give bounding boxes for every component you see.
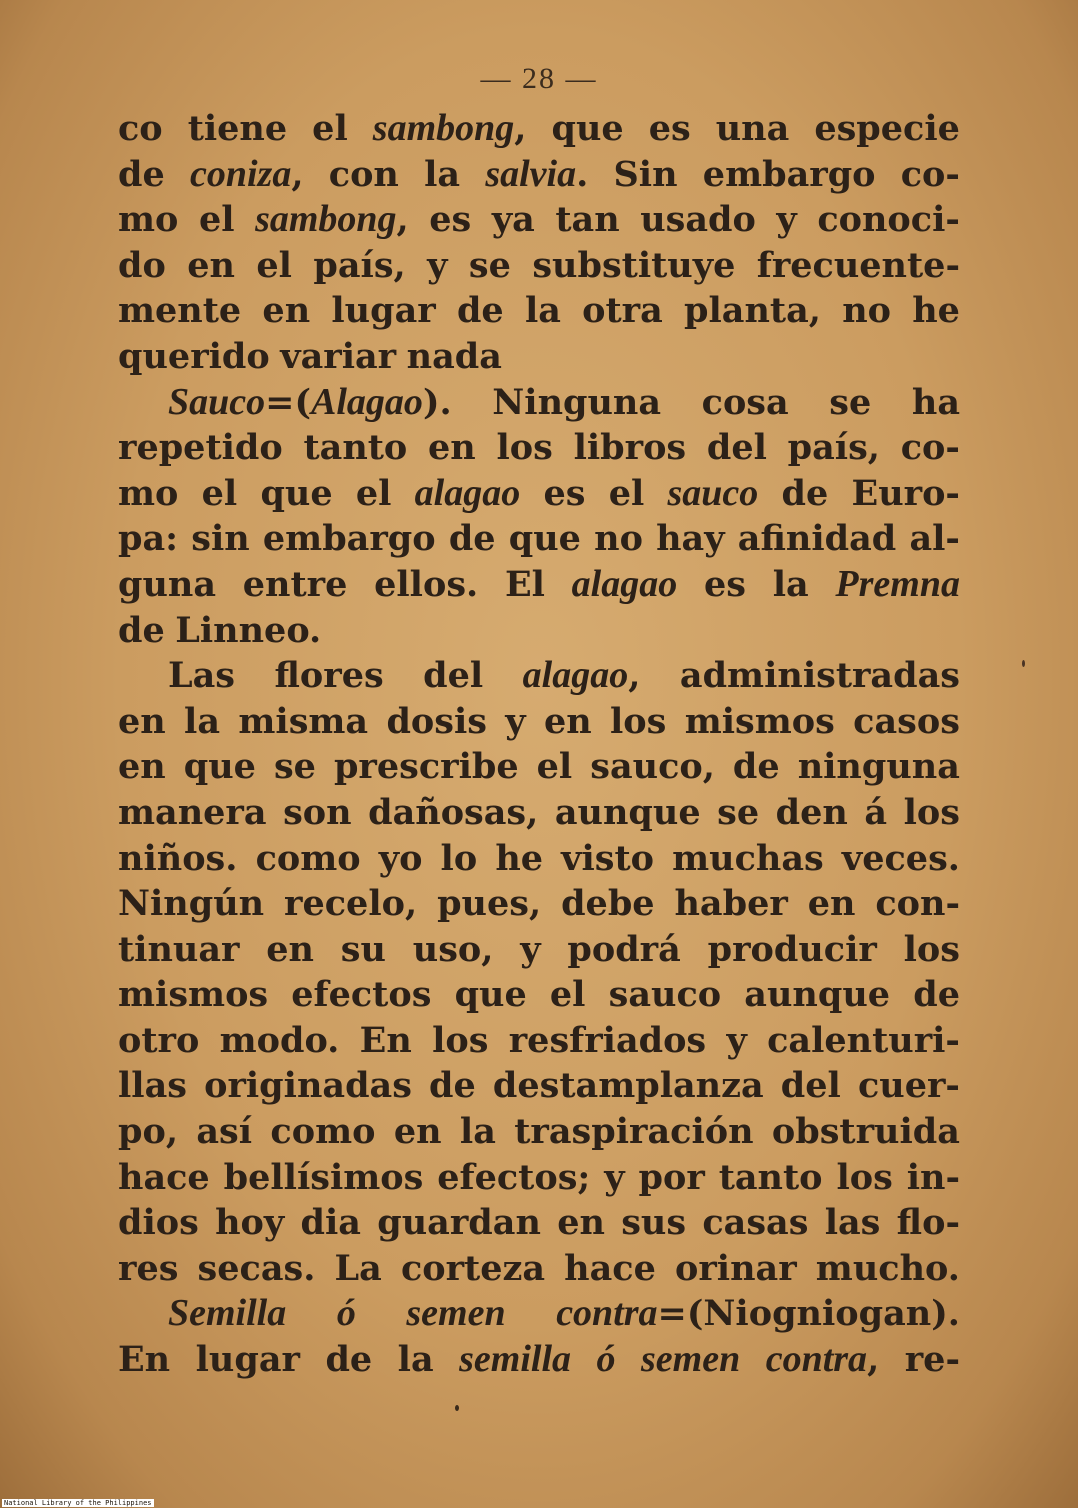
word: Euro- bbox=[851, 472, 960, 514]
word: mo bbox=[118, 199, 179, 241]
text-line bbox=[118, 1109, 960, 1155]
word: dia bbox=[300, 1202, 361, 1244]
word: repetido bbox=[118, 427, 283, 469]
word: cuer- bbox=[857, 1065, 960, 1107]
text-line bbox=[118, 699, 960, 745]
word: Sin bbox=[613, 153, 678, 195]
word: alagao bbox=[414, 471, 521, 514]
word: orinar bbox=[675, 1247, 797, 1289]
word: alagao bbox=[571, 562, 678, 605]
word: coniza, bbox=[189, 152, 304, 195]
word: producir bbox=[707, 928, 877, 970]
word: bellísimos bbox=[223, 1156, 424, 1198]
word: El bbox=[504, 563, 545, 605]
word: no bbox=[842, 290, 891, 332]
word: mucho. bbox=[815, 1247, 960, 1289]
text-line bbox=[118, 744, 960, 790]
word: y bbox=[726, 1019, 747, 1061]
word: re- bbox=[904, 1339, 960, 1381]
word: los bbox=[903, 928, 960, 970]
word: Las bbox=[168, 655, 235, 697]
word: dañosas, bbox=[368, 791, 539, 833]
word: se bbox=[717, 791, 760, 833]
text-line bbox=[118, 471, 960, 517]
word: sauco bbox=[667, 471, 759, 514]
word: po, bbox=[118, 1111, 179, 1153]
word: sambong, bbox=[255, 198, 409, 241]
word: en bbox=[557, 1202, 605, 1244]
word: resfriados bbox=[508, 1019, 707, 1061]
word: los bbox=[836, 1156, 893, 1198]
word: ninguna bbox=[797, 746, 960, 788]
text-line bbox=[118, 562, 960, 608]
word: país, bbox=[313, 244, 406, 286]
word: el bbox=[201, 472, 238, 514]
text-line bbox=[118, 1018, 960, 1064]
word: Ningún bbox=[118, 883, 265, 925]
word: misma bbox=[238, 700, 369, 742]
word: el bbox=[536, 746, 573, 788]
word: contra, bbox=[765, 1338, 880, 1381]
word: de bbox=[448, 518, 496, 560]
word: es bbox=[429, 199, 472, 241]
word: sambong, bbox=[372, 107, 527, 149]
word: los bbox=[496, 427, 553, 469]
word: guna bbox=[118, 563, 217, 605]
word: debe bbox=[561, 883, 655, 925]
word: el bbox=[256, 244, 292, 286]
word: pues, bbox=[437, 883, 542, 925]
text-line bbox=[118, 836, 960, 882]
word: lo bbox=[440, 837, 478, 879]
word: otra bbox=[582, 290, 663, 332]
word: como bbox=[255, 837, 361, 879]
word: en bbox=[118, 700, 166, 742]
word: de bbox=[429, 1065, 476, 1107]
word: en bbox=[187, 244, 235, 286]
word: que bbox=[551, 108, 624, 149]
word: den bbox=[775, 791, 848, 833]
word: recelo, bbox=[284, 883, 418, 925]
word: de bbox=[913, 974, 960, 1016]
word: con- bbox=[875, 883, 960, 925]
word: cosa bbox=[701, 381, 789, 423]
word: La bbox=[334, 1247, 382, 1289]
word: Sauco=(Alagao). bbox=[168, 380, 452, 423]
word: el bbox=[355, 472, 392, 514]
word: y bbox=[520, 928, 541, 970]
text-line bbox=[118, 608, 960, 654]
word: modo. bbox=[219, 1019, 340, 1061]
word: contra=(Niogniogan). bbox=[556, 1292, 960, 1335]
text-line bbox=[118, 288, 960, 334]
page-number: — 28 — bbox=[480, 62, 598, 95]
word: efectos bbox=[291, 974, 432, 1016]
word: á bbox=[864, 791, 888, 833]
text-line bbox=[118, 152, 960, 198]
word: tan bbox=[555, 199, 620, 241]
word: en bbox=[118, 746, 166, 788]
word: de bbox=[118, 153, 165, 195]
word: de bbox=[325, 1339, 373, 1381]
text-line bbox=[118, 380, 960, 426]
word: muchas bbox=[672, 837, 824, 879]
word: del bbox=[780, 1065, 841, 1107]
word: lugar bbox=[195, 1339, 300, 1381]
text-line bbox=[118, 1200, 960, 1246]
word: la bbox=[524, 290, 561, 332]
word: co bbox=[118, 108, 163, 149]
word: Ninguna bbox=[492, 381, 662, 423]
word: he bbox=[912, 290, 960, 332]
word: se bbox=[468, 244, 511, 286]
word: do bbox=[118, 244, 166, 286]
word: res bbox=[118, 1247, 179, 1289]
word: traspiración bbox=[514, 1111, 754, 1153]
word: En bbox=[359, 1019, 412, 1061]
word: y bbox=[505, 700, 526, 742]
word: sauco bbox=[608, 974, 722, 1016]
word: en bbox=[393, 1111, 442, 1153]
word: veces. bbox=[841, 837, 960, 879]
word: los bbox=[432, 1019, 489, 1061]
word: uso, bbox=[412, 928, 494, 970]
word: la bbox=[397, 1339, 434, 1381]
footer-credit: National Library of the Philippines bbox=[4, 1499, 152, 1507]
word: se bbox=[829, 381, 872, 423]
word: tanto bbox=[303, 427, 408, 469]
word: el bbox=[549, 974, 586, 1016]
word: de bbox=[118, 609, 165, 651]
text-line bbox=[118, 881, 960, 927]
word: mismos bbox=[684, 700, 835, 742]
word: in- bbox=[906, 1156, 960, 1198]
word: es bbox=[703, 563, 746, 605]
word: nada bbox=[406, 335, 502, 377]
word: ya bbox=[491, 199, 535, 241]
text-line bbox=[118, 653, 960, 699]
word: la bbox=[772, 563, 809, 605]
word: calenturi- bbox=[767, 1019, 960, 1061]
word: del bbox=[423, 655, 484, 697]
word: variar bbox=[280, 335, 397, 377]
word: los bbox=[903, 791, 960, 833]
word: en bbox=[428, 427, 476, 469]
word: se bbox=[273, 746, 316, 788]
word: sauco, bbox=[590, 746, 715, 788]
word: originadas bbox=[204, 1065, 412, 1107]
word: ó bbox=[596, 1338, 616, 1381]
word: que bbox=[508, 518, 581, 560]
word: embargo bbox=[262, 518, 436, 560]
word: en bbox=[543, 700, 592, 742]
word: el bbox=[608, 472, 645, 514]
word: la bbox=[424, 153, 461, 195]
word: de bbox=[732, 746, 780, 788]
word: hace bbox=[118, 1156, 210, 1198]
word: dosis bbox=[386, 700, 487, 742]
word: especie bbox=[814, 108, 960, 149]
ink-speck bbox=[455, 1405, 459, 1411]
word: Semilla bbox=[168, 1292, 287, 1335]
word: semen bbox=[406, 1292, 506, 1335]
text-line bbox=[118, 197, 960, 243]
text-line bbox=[118, 516, 960, 562]
word: hay bbox=[656, 518, 725, 560]
word: administradas bbox=[679, 655, 960, 697]
word: prescribe bbox=[333, 746, 519, 788]
word: el bbox=[198, 199, 235, 241]
word: casas bbox=[702, 1202, 809, 1244]
word: pa: bbox=[118, 518, 179, 560]
word: visto bbox=[561, 837, 655, 879]
word: Linneo. bbox=[175, 609, 322, 651]
word: planta, bbox=[684, 290, 821, 332]
word: casos bbox=[853, 700, 960, 742]
word: hace bbox=[564, 1247, 656, 1289]
text-line bbox=[118, 334, 960, 380]
word: entre bbox=[242, 563, 348, 605]
word: ellos. bbox=[374, 563, 479, 605]
word: semilla bbox=[459, 1338, 572, 1381]
word: dios bbox=[118, 1202, 199, 1244]
word: que bbox=[454, 974, 527, 1016]
text-line bbox=[118, 1155, 960, 1201]
word: del bbox=[706, 427, 767, 469]
word: aunque bbox=[744, 974, 891, 1016]
word: ó bbox=[336, 1292, 356, 1335]
word: lugar bbox=[331, 290, 436, 332]
word: flo- bbox=[896, 1202, 960, 1244]
word: la bbox=[459, 1111, 496, 1153]
word: en bbox=[262, 290, 311, 332]
word: destamplanza bbox=[492, 1065, 764, 1107]
word: es bbox=[648, 108, 691, 149]
word: y bbox=[427, 244, 448, 286]
word: mismos bbox=[118, 974, 269, 1016]
word: niños. bbox=[118, 837, 238, 879]
word: hoy bbox=[215, 1202, 285, 1244]
word: afinidad bbox=[737, 518, 897, 560]
word: las bbox=[824, 1202, 881, 1244]
word: tanto bbox=[718, 1156, 823, 1198]
text-line bbox=[118, 1337, 960, 1383]
word: así bbox=[196, 1111, 253, 1153]
word: embargo bbox=[702, 153, 876, 195]
ink-speck bbox=[1022, 660, 1025, 667]
text-line bbox=[118, 1246, 960, 1292]
word: de bbox=[781, 472, 829, 514]
word: como bbox=[270, 1111, 376, 1153]
word: tinuar bbox=[118, 928, 240, 970]
word: podrá bbox=[567, 928, 681, 970]
word: los bbox=[610, 700, 667, 742]
word: semen bbox=[641, 1338, 741, 1381]
word: alagao, bbox=[522, 654, 641, 697]
word: y bbox=[776, 199, 797, 241]
word: sus bbox=[621, 1202, 687, 1244]
word: he bbox=[495, 837, 544, 879]
text-line bbox=[118, 972, 960, 1018]
word: una bbox=[715, 108, 790, 149]
word: yo bbox=[378, 837, 423, 879]
word: sin bbox=[191, 518, 250, 560]
word: país, bbox=[787, 427, 880, 469]
word: En bbox=[118, 1339, 171, 1381]
word: son bbox=[283, 791, 352, 833]
word: y bbox=[604, 1156, 625, 1198]
text-line bbox=[118, 106, 960, 152]
word: con bbox=[328, 153, 399, 195]
word: obstruida bbox=[771, 1111, 960, 1153]
word: Premna bbox=[835, 562, 960, 605]
text-line bbox=[118, 1063, 960, 1109]
text-line bbox=[118, 790, 960, 836]
word: secas. bbox=[197, 1247, 316, 1289]
word: en bbox=[266, 928, 314, 970]
word: es bbox=[543, 472, 586, 514]
text-line bbox=[118, 425, 960, 471]
word: por bbox=[638, 1156, 705, 1198]
body-text bbox=[118, 106, 960, 1383]
word: haber bbox=[674, 883, 788, 925]
word: usado bbox=[640, 199, 756, 241]
word: flores bbox=[274, 655, 384, 697]
word: la bbox=[184, 700, 221, 742]
word: no bbox=[594, 518, 643, 560]
word: su bbox=[340, 928, 386, 970]
word: que bbox=[183, 746, 256, 788]
word: de bbox=[456, 290, 504, 332]
text-line bbox=[118, 243, 960, 289]
word: al- bbox=[909, 518, 960, 560]
word: que bbox=[260, 472, 333, 514]
word: tiene bbox=[187, 108, 288, 149]
word: en bbox=[807, 883, 856, 925]
text-line bbox=[118, 1291, 960, 1337]
word: corteza bbox=[400, 1247, 546, 1289]
word: el bbox=[312, 108, 348, 149]
word: mo bbox=[118, 472, 179, 514]
word: efectos; bbox=[437, 1156, 591, 1198]
word: substituye bbox=[532, 244, 736, 286]
word: manera bbox=[118, 791, 267, 833]
word: salvia. bbox=[485, 152, 589, 195]
word: guardan bbox=[377, 1202, 541, 1244]
word: frecuente- bbox=[756, 244, 960, 286]
word: mente bbox=[118, 290, 242, 332]
word: libros bbox=[573, 427, 687, 469]
word: aunque bbox=[554, 791, 701, 833]
text-line bbox=[118, 927, 960, 973]
word: otro bbox=[118, 1019, 200, 1061]
word: ha bbox=[911, 381, 960, 423]
word: co- bbox=[900, 153, 960, 195]
word: conoci- bbox=[817, 199, 960, 241]
word: querido bbox=[118, 335, 270, 377]
word: co- bbox=[900, 427, 960, 469]
word: llas bbox=[118, 1065, 187, 1107]
